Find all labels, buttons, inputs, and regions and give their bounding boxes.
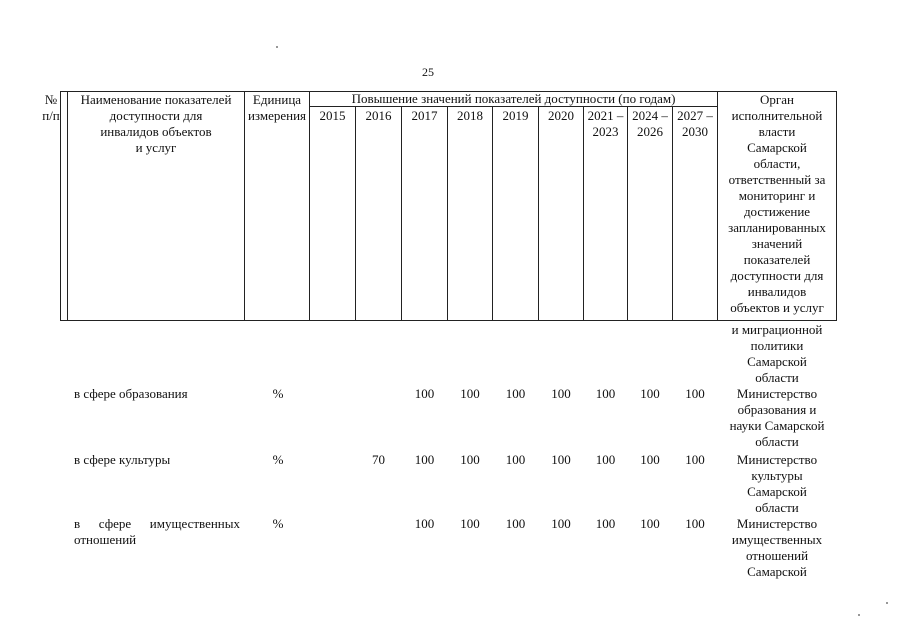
row-value: 100 bbox=[460, 452, 480, 467]
row-indicator-name: в сфере культуры bbox=[74, 452, 171, 467]
row-value: 100 bbox=[414, 516, 435, 531]
row-value: 100 bbox=[640, 516, 660, 531]
row-value: 100 bbox=[414, 452, 435, 467]
authority-continuation: и миграционной политики Самарской области bbox=[731, 322, 823, 385]
header-year: 2016 bbox=[365, 108, 392, 123]
row-value: 100 bbox=[595, 386, 616, 401]
row-authority: Министерство имущественных отношений Самарской bbox=[731, 516, 823, 579]
header-year: 2021 – 2023 bbox=[587, 108, 624, 139]
row-value: 100 bbox=[505, 516, 526, 531]
header-year: 2017 bbox=[411, 108, 438, 123]
header-year: 2015 bbox=[319, 108, 346, 123]
header-year: 2018 bbox=[457, 108, 483, 123]
header-authority: Орган исполнительной власти Самарской области, ответственный за мониторинг и достижение запланированных значений показателей доступности для инвалидов объектов и услуг bbox=[728, 92, 826, 315]
header-indicator-name: Наименование показателей доступности для инвалидов объектов и услуг bbox=[80, 92, 232, 155]
row-value: 100 bbox=[505, 452, 526, 467]
row-value: 100 bbox=[551, 452, 571, 467]
page-number: 25 bbox=[422, 65, 434, 79]
scan-speck bbox=[858, 614, 860, 616]
header-year: 2019 bbox=[502, 108, 529, 123]
row-value: 100 bbox=[460, 386, 480, 401]
header-year: 2020 bbox=[548, 108, 574, 123]
header-year: 2024 – 2026 bbox=[632, 108, 668, 139]
row-indicator-name: в сфере имущественных bbox=[74, 516, 240, 531]
row-authority: Министерство культуры Самарской области bbox=[736, 452, 818, 515]
row-value: 100 bbox=[640, 452, 660, 467]
row-value: 100 bbox=[414, 386, 435, 401]
row-unit: % bbox=[272, 452, 284, 467]
row-indicator-name-cont: отношений bbox=[74, 532, 137, 547]
row-authority: Министерство образования и науки Самарской области bbox=[729, 386, 825, 449]
row-unit: % bbox=[272, 516, 284, 531]
row-value: 100 bbox=[595, 516, 616, 531]
row-value: 100 bbox=[551, 386, 571, 401]
row-unit: % bbox=[272, 386, 284, 401]
row-value: 100 bbox=[595, 452, 616, 467]
row-indicator-name: в сфере образования bbox=[74, 386, 188, 401]
row-value: 70 bbox=[372, 452, 385, 467]
row-value: 100 bbox=[685, 452, 705, 467]
header-increase: Повышение значений показателей доступности (по годам) bbox=[351, 91, 676, 106]
scan-speck bbox=[886, 602, 888, 604]
header-unit: Единица измерения bbox=[247, 92, 307, 123]
header-num: № п/п bbox=[42, 92, 60, 123]
row-value: 100 bbox=[551, 516, 571, 531]
row-value: 100 bbox=[685, 386, 705, 401]
row-value: 100 bbox=[460, 516, 480, 531]
row-value: 100 bbox=[505, 386, 526, 401]
scan-speck bbox=[276, 46, 278, 48]
header-year: 2027 – 2030 bbox=[677, 108, 713, 139]
row-value: 100 bbox=[640, 386, 660, 401]
row-value: 100 bbox=[685, 516, 705, 531]
